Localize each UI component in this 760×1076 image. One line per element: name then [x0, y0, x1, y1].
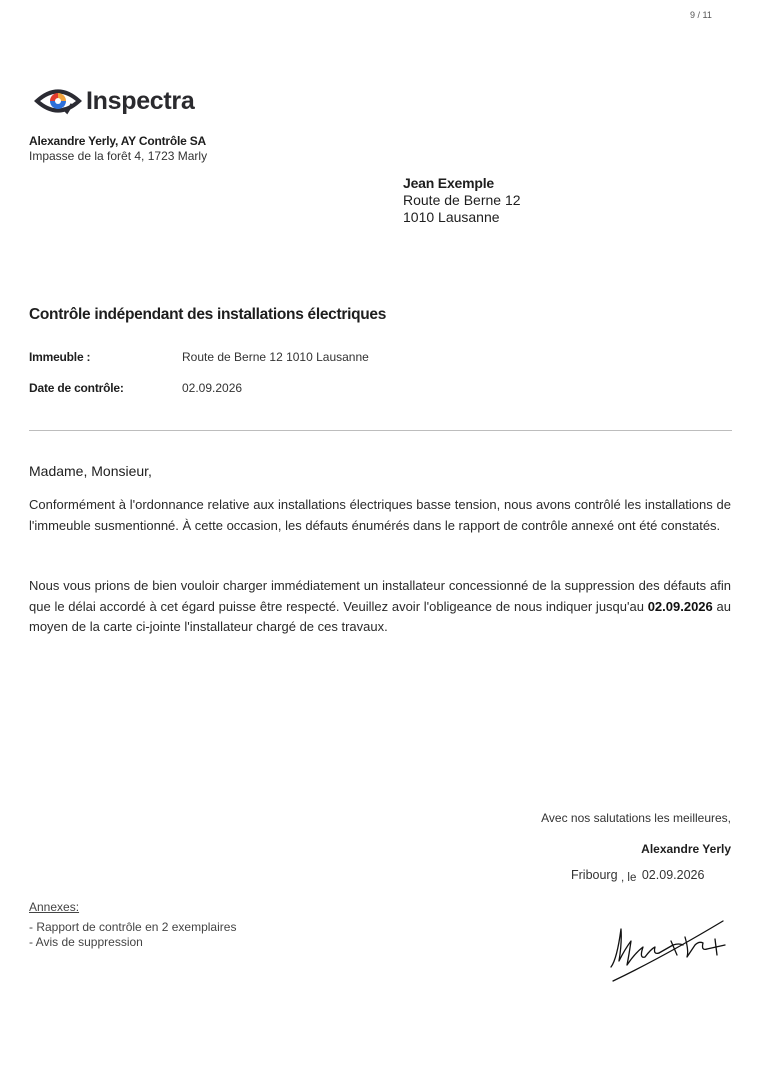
recipient-block: [403, 175, 521, 226]
paragraph-1: Conformément à l'ordonnance relative aux installations électriques basse tension, nous avons contrôlé les installations de l'immeuble susmentionné. À cette occasion, les défauts énumérés dans le rapport de contrôle annexé ont été constatés.: [29, 497, 731, 533]
company-logo: [34, 76, 214, 126]
control-date-label: Date de contrôle:: [29, 381, 124, 395]
place: Fribourg: [571, 868, 618, 882]
recipient-street: Route de Berne 12: [403, 192, 521, 208]
annex-item: - Avis de suppression: [29, 935, 143, 949]
letter-subject: Contrôle indépendant des installations électriques: [29, 306, 387, 323]
paragraph-2: [29, 576, 731, 638]
deadline-date: 02.09.2026: [647, 598, 713, 614]
sender-address: Impasse de la forêt 4, 1723 Marly: [29, 149, 208, 163]
eye-logo-icon: [34, 86, 82, 116]
building-label: Immeuble :: [29, 350, 91, 364]
place-date-line: [571, 868, 704, 882]
signer-name: Alexandre Yerly: [641, 842, 731, 856]
place-date-connector: , le: [621, 872, 637, 884]
recipient-name: Jean Exemple: [403, 175, 494, 191]
building-value: Route de Berne 12 1010 Lausanne: [182, 350, 369, 364]
annex-item: - Rapport de contrôle en 2 exemplaires: [29, 920, 237, 934]
divider: [29, 430, 732, 431]
greeting: Madame, Monsieur,: [29, 463, 152, 479]
recipient-city: 1010 Lausanne: [403, 209, 500, 225]
signature-date: 02.09.2026: [641, 868, 705, 882]
logo-brand-name: Inspectra: [86, 86, 195, 115]
control-date-value: 02.09.2026: [182, 381, 243, 395]
closing-salutation: Avec nos salutations les meilleures,: [541, 811, 731, 825]
paragraph-2-text-before: Nous vous prions de bien vouloir charger immédiatement un installateur concessionné de la suppression des défauts afin que le délai accordé à cet égard puisse être respecté. Veuillez avoir l'obligeance de nous indiquer jusqu'au: [29, 578, 731, 614]
annexes-title: Annexes:: [29, 900, 80, 914]
annexes-list: [29, 920, 236, 950]
paragraph-2-text-after: au moyen de la carte ci-jointe l'installateur chargé de ces travaux.: [29, 598, 731, 634]
handwritten-signature: [603, 915, 728, 987]
page-number: 9 / 11: [690, 10, 712, 20]
sender-name: Alexandre Yerly, AY Contrôle SA: [29, 134, 206, 148]
